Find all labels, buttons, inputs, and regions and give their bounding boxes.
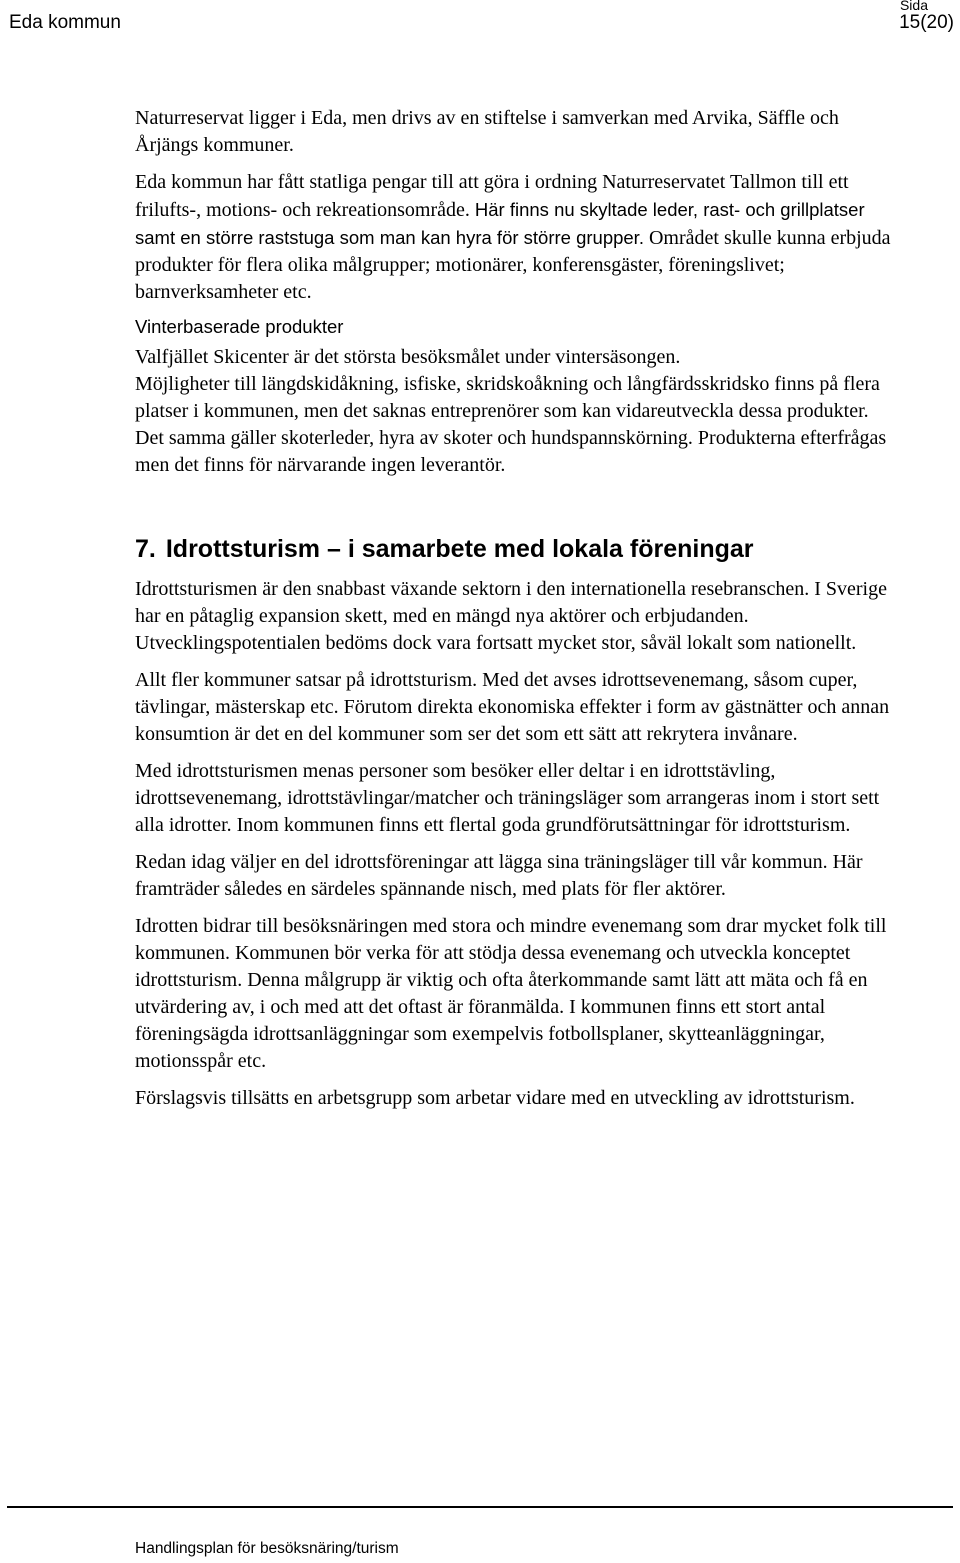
paragraph-idrott-6: Förslagsvis tillsätts en arbetsgrupp som arbetar vidare med en utveckling av idrottsturism.	[135, 1087, 855, 1109]
paragraph-idrott-1: Idrottsturismen är den snabbast växande sektorn i den internationella resebranschen. I Sverige har en påtaglig expansion skett, med en mängd nya aktörer och erbjudanden. Utvecklingspotentialen bedöms dock vara fortsatt mycket stor, såväl lokalt som nationellt.	[135, 578, 887, 654]
header-sida-label: Sida	[899, 0, 928, 13]
footer-title: Handlingsplan för besöksnäring/turism	[135, 1540, 399, 1557]
paragraph-tallmon-intro: Eda kommun har fått statliga pengar till att göra i ordning Naturreservatet Tallmon till ett frilufts-, motions- och rekreationsområde.	[135, 171, 849, 221]
subheading-vinterbaserade: Vinterbaserade produkter	[135, 316, 344, 337]
document-body	[135, 105, 895, 1112]
section-heading-idrottsturism	[135, 532, 895, 566]
paragraph-idrott-5: Idrotten bidrar till besöksnäringen med stora och mindre evenemang som drar mycket folk till kommunen. Kommunen bör verka för att stödja dessa evenemang och utveckla konceptet idrottsturism. Denna målgrupp är viktig och ofta återkommande samt lätt att mäta och få en utvärdering av, i och med att det oftast är föranmälda. I kommunen finns ett stort antal föreningsägda idrottsanläggningar som exempelvis fotbollsplaner, skytteanläggningar, motionsspår etc.	[135, 915, 887, 1072]
section-title: Idrottsturism – i samarbete med lokala föreningar	[165, 535, 754, 563]
paragraph-idrott-4: Redan idag väljer en del idrottsföreningar att lägga sina träningsläger till vår kommun. Här framträder således en särdeles spännande nisch, med plats för fler aktörer.	[135, 851, 863, 900]
header-org-name: Eda kommun	[9, 12, 121, 33]
section-number: 7.	[135, 535, 156, 563]
paragraph-mojligheter: Möjligheter till längdskidåkning, isfiske, skridskoåkning och långfärdsskridsko finns på flera platser i kommunen, men det saknas entreprenörer som kan vidareutveckla dessa produkter. Det samma gäller skoterleder, hyra av skoter och hundspannskörning. Produkterna efterfrågas men det finns för närvarande ingen leverantör.	[135, 373, 887, 476]
paragraph-naturreservat: Naturreservat ligger i Eda, men drivs av en stiftelse i samverkan med Arvika, Säffle och Årjängs kommuner.	[135, 107, 839, 156]
paragraph-tallmon-products: Området skulle kunna erbjuda produkter för flera olika målgrupper; motionärer, konferensgäster, föreningslivet; barnverksamheter etc.	[135, 227, 891, 303]
paragraph-valfjallet: Valfjället Skicenter är det största besöksmålet under vintersäsongen.	[135, 346, 681, 368]
header-page-number: 15(20)	[899, 12, 954, 33]
paragraph-idrott-2: Allt fler kommuner satsar på idrottsturism. Med det avses idrottsevenemang, såsom cuper, tävlingar, mästerskap etc. Förutom direkta ekonomiska effekter i form av gästnätter och annan konsumtion är det en del kommuner som ser det som ett sätt att rekrytera invånare.	[135, 669, 890, 745]
paragraph-idrott-3: Med idrottsturismen menas personer som besöker eller deltar i en idrottstävling, idrottsevenemang, idrottstävlingar/matcher och träningsläger som arrangeras inom i stort sett alla idrotter. Inom kommunen finns ett flertal goda grundförutsättningar för idrottsturism.	[135, 760, 880, 836]
footer-divider	[7, 1506, 953, 1508]
paragraph-tallmon	[135, 169, 895, 306]
paragraph-tallmon-facilities: Här finns nu skyltade leder, rast- och grillplatser samt en större raststuga som man kan hyra för större grupper.	[135, 199, 865, 248]
